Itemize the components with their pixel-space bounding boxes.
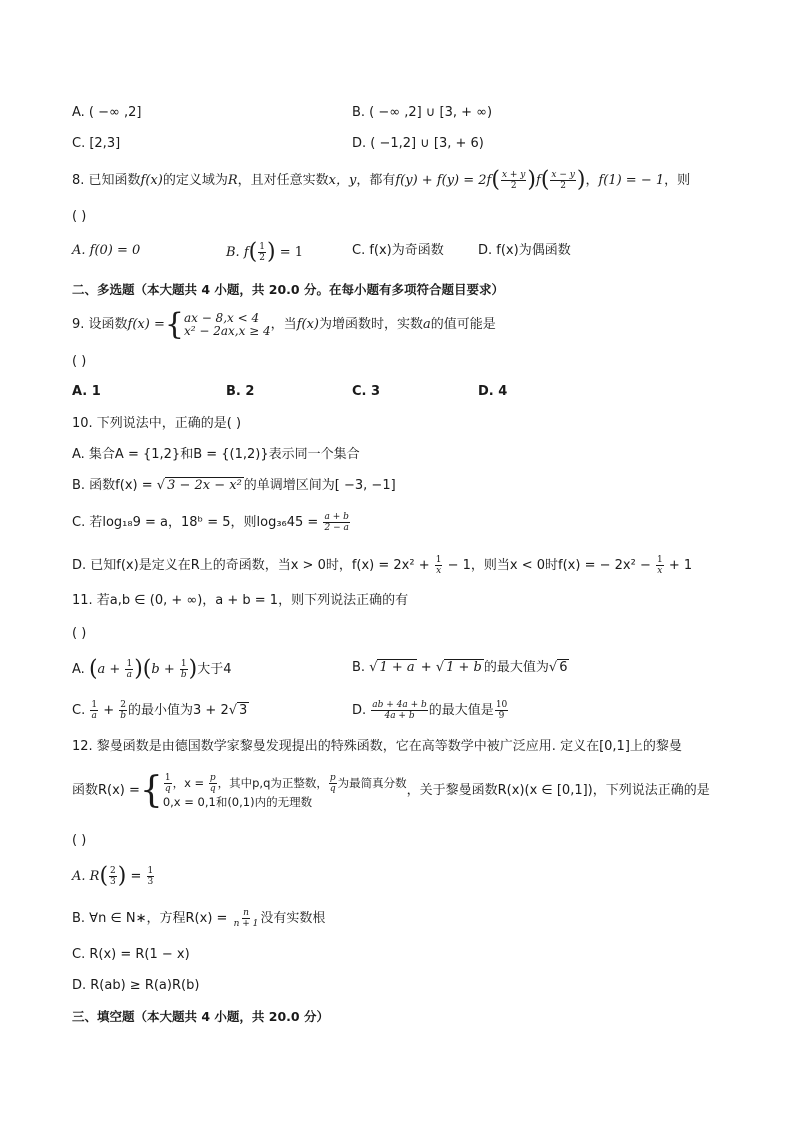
q11-option-a: A. (a + $\frac{1}{a}$ )(b + $\frac{1}{b}$ )大于4	[72, 656, 232, 682]
q8-option-d: D. f(x)为偶函数	[478, 243, 571, 258]
q11-paren: ( )	[72, 626, 87, 641]
q8-option-c: C. f(x)为奇函数	[352, 243, 444, 258]
q7-option-b: B. ( −∞ ,2] ∪ [3, + ∞)	[352, 105, 493, 120]
q11-option-b: B. √ 1 + a + √ 1 + b 的最大值为√ 6	[352, 660, 568, 675]
q11-option-c: C. $\frac{1}{a}$ + $\frac{2}{b}$ 的最小值为3 + 2√ 3	[72, 700, 248, 721]
q9-option-d: D. 4	[478, 384, 508, 399]
q7-option-a: A. ( −∞ ,2]	[72, 105, 142, 120]
q12-stem: 12. 黎曼函数是由德国数学家黎曼发现提出的特殊函数，它在高等数学中被广泛应用. 定义在[0,1]上的黎曼	[72, 739, 682, 754]
q9-stem: 9. 设函数 f(x) = { ax − 8,x < 4 x² − 2ax,x ≥ 4 ，当 f(x) 为增函数时，实数 a 的值可能是	[72, 307, 496, 342]
q9-option-b: B. 2	[226, 384, 255, 399]
q12-paren: ( )	[72, 833, 87, 848]
q8-option-a: A. f(0) = 0	[72, 243, 141, 258]
q8-option-b: B. f( $\frac{1}{2}$ ) = 1	[226, 239, 303, 265]
q10-option-d: D. 已知f(x)是定义在R上的奇函数，当x > 0时，f(x) = 2x² + $\frac{1}{x}$ − 1，则当x < 0时f(x) = − 2x² − $\frac{1}{x}$ + 1	[72, 555, 693, 576]
q8-paren: ( )	[72, 209, 87, 224]
q12-definition: 函数R(x) = { $\frac{1}{q}$ ，x = $\frac{p}{q}$ ，其中p,q为正整数， $\frac{p}{q}$ 为最简真分数 0,x = 0,1和(0,1)内的无理数 ，关于黎曼函数R(x)(x ∈ [0,1])，下列说法正确的是	[72, 770, 710, 811]
q11-stem: 11. 若a,b ∈ (0, + ∞)，a + b = 1，则下列说法正确的有	[72, 593, 409, 608]
q7-option-c: C. [2,3]	[72, 136, 121, 151]
q9-paren: ( )	[72, 354, 87, 369]
q7-option-d: D. ( −1,2] ∪ [3, + 6)	[352, 136, 484, 151]
q12-option-a: A. R( $\frac{2}{3}$ ) = $\frac{1}{3}$	[72, 863, 154, 889]
q12-option-b: B. ∀n ∈ N∗，方程R(x) = $\frac{n}{n + 1}$ 没有实数根	[72, 908, 326, 929]
q12-option-d: D. R(ab) ≥ R(a)R(b)	[72, 978, 200, 993]
q11-option-d: D. $\frac{ab + 4a + b}{4a + b}$ 的最大值是 $\frac{10}{9}$	[352, 700, 508, 721]
section-2-heading: 二、多选题（本大题共 4 小题，共 20.0 分。在每小题有多项符合题目要求）	[72, 282, 504, 297]
q10-option-b: B. 函数f(x) = √ 3 − 2x − x² 的单调增区间为[ −3, −1]	[72, 478, 396, 493]
q8-stem: 8. 已知函数f(x)的定义域为R，且对任意实数x，y，都有f(y) + f(y) = 2f( $\frac{x + y}{2}$ )f( $\frac{x - y}{2}$ )，f(1) = − 1，则	[72, 167, 691, 193]
q12-option-c: C. R(x) = R(1 − x)	[72, 947, 190, 962]
q10-stem: 10. 下列说法中，正确的是( )	[72, 416, 242, 431]
section-3-heading: 三、填空题（本大题共 4 小题，共 20.0 分）	[72, 1009, 329, 1024]
q9-option-c: C. 3	[352, 384, 381, 399]
q9-option-a: A. 1	[72, 384, 101, 399]
q10-option-c: C. 若log₁₈9 = a，18ᵇ = 5，则log₃₆45 = $\frac{a + b}{2 - a}$	[72, 512, 349, 533]
q10-option-a: A. 集合A = {1,2}和B = {(1,2)}表示同一个集合	[72, 447, 360, 462]
